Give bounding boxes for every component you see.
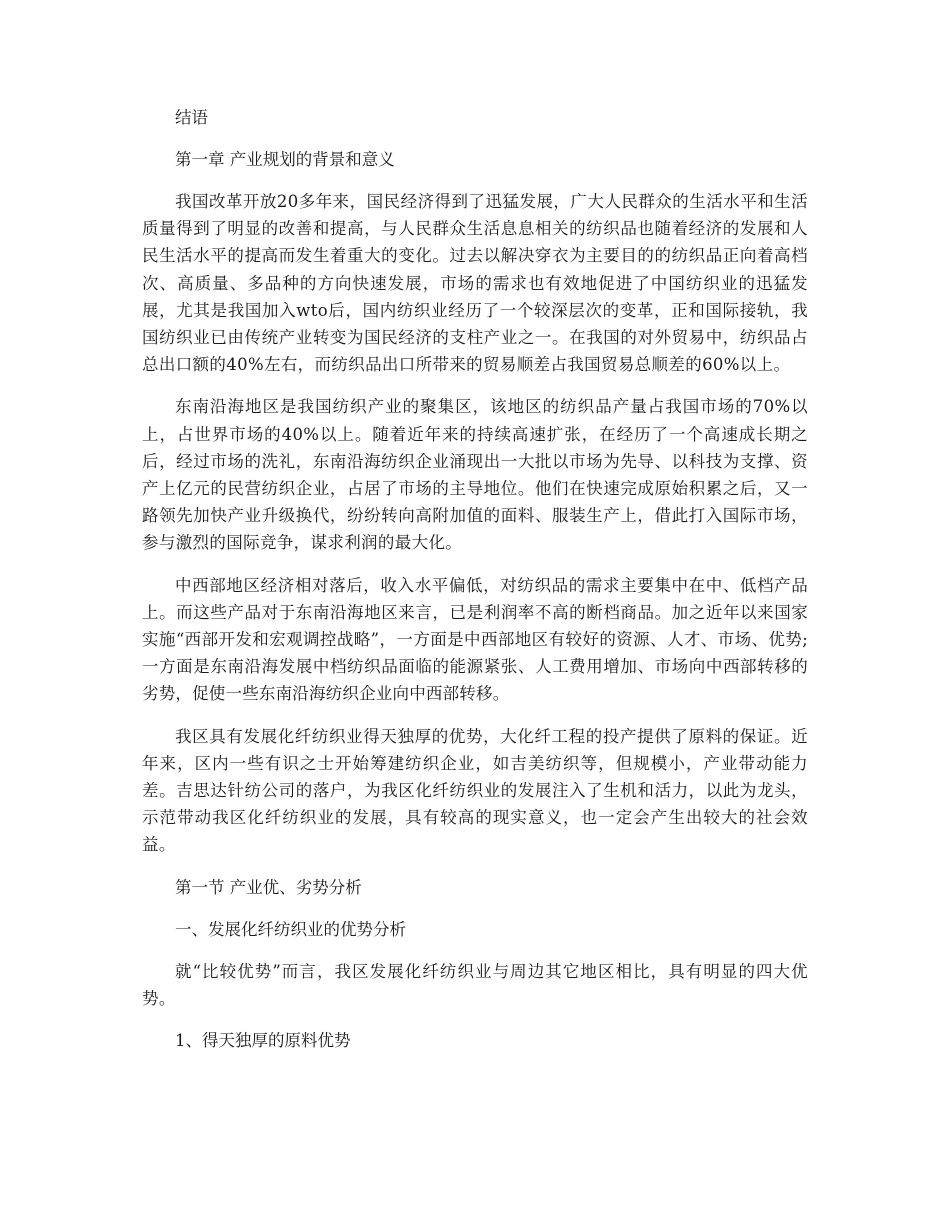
paragraph-2: 东南沿海地区是我国纺织产业的聚集区，该地区的纺织品产量占我国市场的70%以上，占世界市场的40%以上。随着近年来的持续高速扩张，在经历了一个高速成长期之后，经过市场的洗礼，东南沿海纺织企业涌现出一大批以市场为先导、以科技为支撑、资产上亿元的民营纺织企业，占居了市场的主导地位。他们在快速完成原始积累之后，又一路领先加快产业升级换代，纷纷转向高附加值的面料、服装生产上，借此打入国际市场，参与激烈的国际竞争，谋求利润的最大化。 — [142, 397, 808, 553]
document-page — [142, 104, 808, 1069]
subsection-title: 一、发展化纤纺织业的优势分析 — [175, 919, 406, 939]
section-title: 第一节 产业优、劣势分析 — [175, 877, 362, 897]
conclusion-heading: 结语 — [175, 108, 208, 127]
paragraph-5: 就“比较优势”而言，我区发展化纤纺织业与周边其它地区相比，具有明显的四大优势。 — [142, 961, 808, 1008]
list-item-1: 1、得天独厚的原料优势 — [175, 1031, 351, 1051]
paragraph-3: 中西部地区经济相对落后，收入水平偏低，对纺织品的需求主要集中在中、低档产品上。而这些产品对于东南沿海地区来言，已是利润率不高的断档商品。加之近年以来国家实施“西部开发和宏观调控战略”，一方面是中西部地区有较好的资源、人才、市场、优势;一方面是东南沿海发展中档纺织品面临的能源紧张、人工费用增加、市场向中西部转移的劣势，促使一些东南沿海纺织企业向中西部转移。 — [142, 575, 808, 704]
chapter-title: 第一章 产业规划的背景和意义 — [175, 150, 395, 169]
paragraph-4: 我区具有发展化纤纺织业得天独厚的优势，大化纤工程的投产提供了原料的保证。近年来，区内一些有识之士开始筹建纺织企业，如吉美纺织等，但规模小，产业带动能力差。吉思达针纺公司的落户，为我区化纤纺织业的发展注入了生机和活力，以此为龙头，示范带动我区化纤纺织业的发展，具有较高的现实意义，也一定会产生出较大的社会效益。 — [142, 726, 808, 855]
paragraph-1: 我国改革开放20多年来，国民经济得到了迅猛发展，广大人民群众的生活水平和生活质量得到了明显的改善和提高，与人民群众生活息息相关的纺织品也随着经济的发展和人民生活水平的提高而发生着重大的变化。过去以解决穿衣为主要目的的纺织品正向着高档次、高质量、多品种的方向快速发展，市场的需求也有效地促进了中国纺织业的迅猛发展，尤其是我国加入wto后，国内纺织业经历了一个较深层次的变革，正和国际接轨，我国纺织业已由传统产业转变为国民经济的支柱产业之一。在我国的对外贸易中，纺织品占总出口额的40%左右，而纺织品出口所带来的贸易顺差占我国贸易总顺差的60%以上。 — [142, 192, 808, 375]
